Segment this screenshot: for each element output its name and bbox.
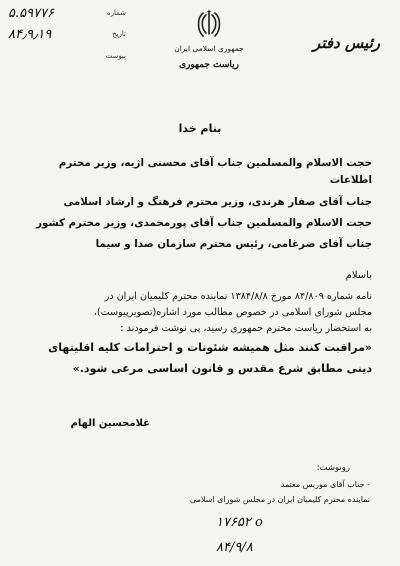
presidency-label: ریاست جمهوری [178,60,240,70]
number-label: شماره [106,9,126,17]
quote-line: دینی مطابق شرع مقدس و قانون اساسی مرعی شود.» [72,362,372,375]
cc-line: نماینده محترم کلیمیان ایران در مجلس شورای اسلامی [189,495,370,504]
registry-date: ۸۴/۹/۸ [216,540,253,555]
basmala-heading: بنام خدا [178,122,222,135]
addressee-line: اطلاعات [329,174,372,186]
gov-name: جمهوری اسلامی ایران [174,44,244,53]
body-line: به استحضار ریاست محترم جمهوری رسید، پی نوشت فرمودند : [120,323,372,334]
date-value: ۸۴٫۹٫۱۹ [8,27,52,42]
iran-emblem-icon [196,10,222,38]
addressee-line: حجت الاسلام والمسلمین جناب آقای محسنی اژیه، وزیر محترم [58,157,372,169]
letter-attachment [8,52,126,66]
number-value: ۵.۵۹۷۷۶ [8,6,55,21]
cc-line: - جناب آقای موریس معتمد [280,480,370,489]
addressee-line: جناب آقای صفار هرندی، وزیر محترم فرهنگ و ارشاد اسلامی [63,196,372,208]
body-line: مجلس شورای اسلامی در خصوص مطالب مورد اشاره(تصویرپیوست)، [93,307,372,318]
cc-label: رونوشت: [316,463,350,473]
quote-line: «مراقبت کنند مثل همیشه شئونات و احترامات کلیه اقلیتهای [48,341,372,354]
letter-date [8,27,126,44]
salutation: باسلام [345,270,372,281]
letter-number [8,6,126,23]
attachment-label: پیوست [105,52,126,60]
body-line: نامه شماره ۸۴/۸۰۹ مورخ ۱۳۸۴/۸/۸ نماینده محترم کلیمیان ایران در [104,291,372,302]
addressee-line: جناب آقای ضرغامی، رئیس محترم سازمان صدا و سیما [95,238,372,250]
addressee-line: حجت الاسلام والمسلمین جناب آقای پورمحمدی، وزیر محترم کشور [36,217,372,229]
date-label: تاریخ [112,30,126,38]
registry-number: ۱۷۶۵۲ o [216,515,263,530]
signer-name: غلامحسین الهام [70,418,150,429]
office-title: رئیس دفتر [313,34,380,52]
